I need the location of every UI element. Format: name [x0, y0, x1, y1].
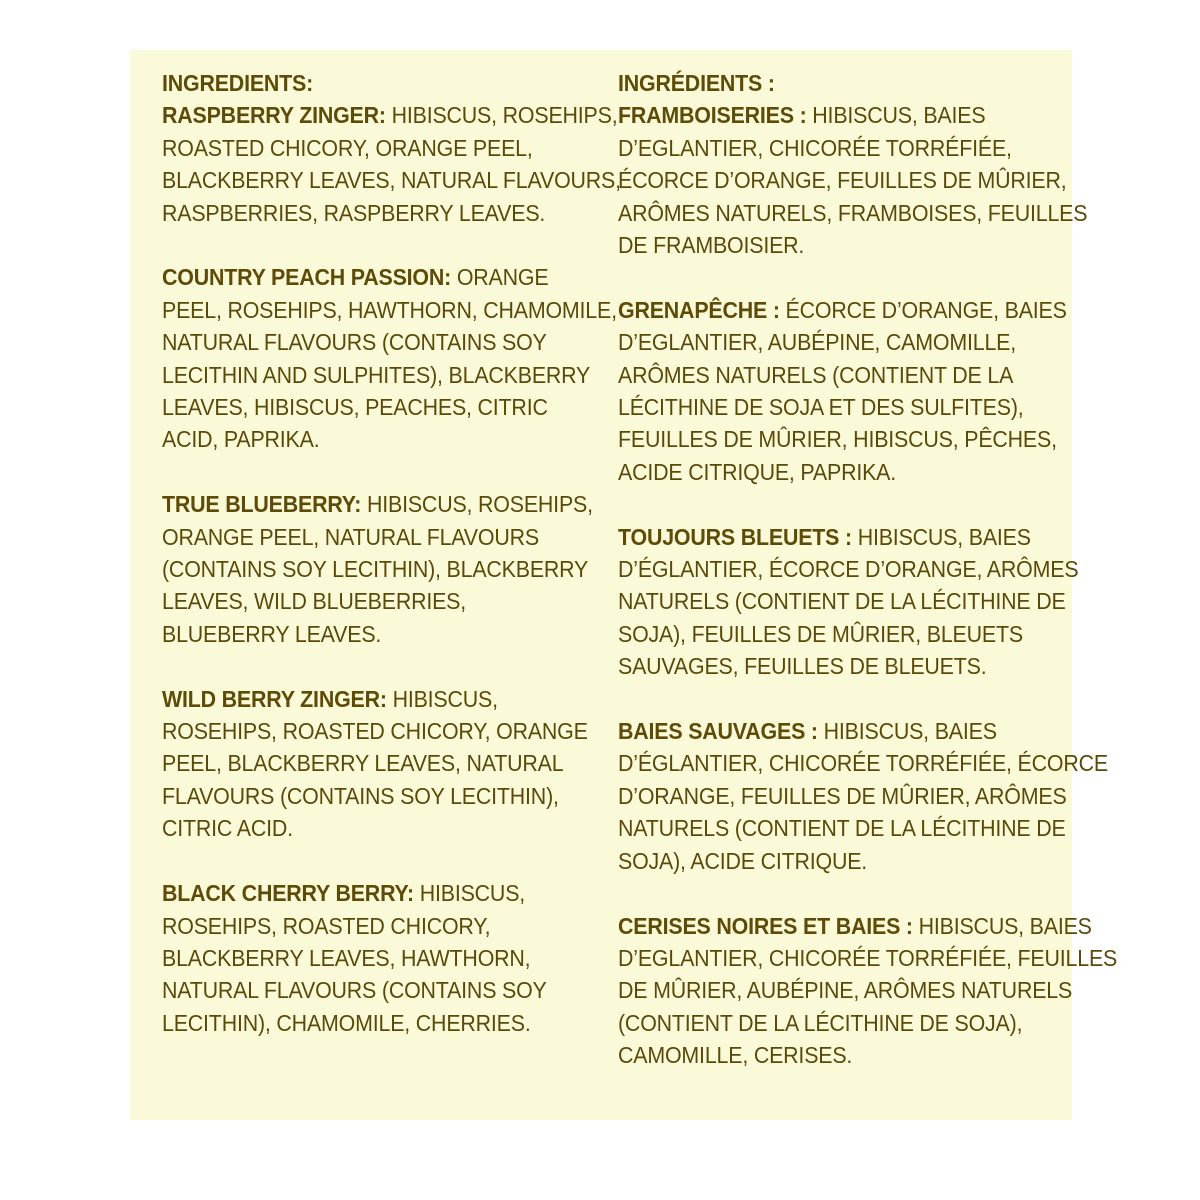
ingredient-text: LECITHIN), CHAMOMILE, CHERRIES. — [162, 1009, 531, 1036]
ingredient-text: PEEL, BLACKBERRY LEAVES, NATURAL — [162, 750, 564, 777]
ingredient-text: D’ORANGE, FEUILLES DE MÛRIER, ARÔMES — [618, 782, 1067, 809]
product-name: COUNTRY PEACH PASSION: — [162, 264, 452, 291]
ingredient-text: PEEL, ROSEHIPS, HAWTHORN, CHAMOMILE, — [162, 296, 617, 323]
ingredient-text: ÉCORCE D’ORANGE, BAIES — [779, 296, 1067, 323]
ingredient-text: D’EGLANTIER, AUBÉPINE, CAMOMILLE, — [618, 329, 1016, 356]
ingredient-text: ACID, PAPRIKA. — [162, 426, 320, 453]
ingredient-block — [618, 99, 1088, 261]
ingredient-text: ACIDE CITRIQUE, PAPRIKA. — [618, 458, 897, 485]
ingredient-text: ROASTED CHICORY, ORANGE PEEL, — [162, 134, 533, 161]
ingredient-text: HIBISCUS, BAIES — [806, 102, 986, 129]
ingredient-text: HIBISCUS, — [413, 880, 526, 907]
ingredient-text: HIBISCUS, — [386, 685, 498, 712]
ingredient-text: FEUILLES DE MÛRIER, HIBISCUS, PÊCHES, — [618, 426, 1057, 453]
ingredient-text: HIBISCUS, ROSEHIPS, — [361, 491, 593, 518]
ingredient-text: NATURELS (CONTIENT DE LA LÉCITHINE DE — [618, 588, 1066, 615]
ingredient-text: D’EGLANTIER, CHICORÉE TORRÉFIÉE, — [618, 134, 1012, 161]
product-name: WILD BERRY ZINGER: — [162, 685, 387, 712]
ingredient-text: HIBISCUS, BAIES — [912, 912, 1092, 939]
ingredient-text: CITRIC ACID. — [162, 815, 293, 842]
ingredient-text: DE MÛRIER, AUBÉPINE, ARÔMES NATURELS — [618, 977, 1073, 1004]
product-name: RASPBERRY ZINGER: — [162, 102, 386, 129]
french-heading: INGRÉDIENTS : — [618, 70, 775, 96]
ingredient-text: ORANGE — [451, 264, 549, 291]
ingredient-block — [162, 261, 617, 455]
ingredient-text: BLUEBERRY LEAVES. — [162, 620, 382, 647]
ingredient-text: HIBISCUS, BAIES — [851, 523, 1031, 550]
french-column — [618, 67, 1118, 1104]
ingredient-block — [618, 715, 1108, 877]
product-name: FRAMBOISERIES : — [618, 102, 807, 129]
ingredient-text: NATURAL FLAVOURS (CONTAINS SOY — [162, 329, 547, 356]
ingredient-text: LEAVES, WILD BLUEBERRIES, — [162, 588, 467, 615]
ingredient-text: SOJA), ACIDE CITRIQUE. — [618, 847, 868, 874]
ingredient-text: LEAVES, HIBISCUS, PEACHES, CITRIC — [162, 394, 548, 421]
ingredient-text: ROSEHIPS, ROASTED CHICORY, ORANGE — [162, 718, 588, 745]
ingredient-text: LECITHIN AND SULPHITES), BLACKBERRY — [162, 361, 591, 388]
product-name: GRENAPÊCHE : — [618, 296, 780, 323]
product-name: BLACK CHERRY BERRY: — [162, 880, 414, 907]
ingredient-text: NATURELS (CONTIENT DE LA LÉCITHINE DE — [618, 815, 1066, 842]
ingredient-text: ROSEHIPS, ROASTED CHICORY, — [162, 912, 491, 939]
ingredient-text: NATURAL FLAVOURS (CONTAINS SOY — [162, 977, 547, 1004]
ingredient-text: HIBISCUS, ROSEHIPS, — [385, 102, 618, 129]
product-name: BAIES SAUVAGES : — [618, 718, 818, 745]
ingredients-label-panel — [130, 50, 1118, 1120]
ingredient-block — [618, 294, 1067, 488]
ingredient-text: (CONTIENT DE LA LÉCITHINE DE SOJA), — [618, 1009, 1023, 1036]
ingredient-text: BLACKBERRY LEAVES, NATURAL FLAVOURS, — [162, 167, 621, 194]
ingredient-text: DE FRAMBOISIER. — [618, 232, 805, 259]
ingredient-text: LÉCITHINE DE SOJA ET DES SULFITES), — [618, 394, 1024, 421]
ingredient-text: (CONTAINS SOY LECITHIN), BLACKBERRY — [162, 556, 589, 583]
ingredient-text: RASPBERRIES, RASPBERRY LEAVES. — [162, 199, 546, 226]
ingredient-text: CAMOMILLE, CERISES. — [618, 1042, 853, 1069]
english-column — [162, 67, 621, 1072]
ingredient-block — [162, 488, 593, 650]
ingredient-block — [162, 683, 588, 845]
ingredient-text: ÉCORCE D’ORANGE, FEUILLES DE MÛRIER, — [618, 167, 1067, 194]
product-name: CERISES NOIRES ET BAIES : — [618, 912, 913, 939]
product-name: TOUJOURS BLEUETS : — [618, 523, 852, 550]
english-heading: INGREDIENTS: — [162, 70, 314, 96]
ingredient-text: ARÔMES NATURELS, FRAMBOISES, FEUILLES — [618, 199, 1088, 226]
ingredient-text: D’ÉGLANTIER, ÉCORCE D’ORANGE, ARÔMES — [618, 556, 1079, 583]
ingredient-text: ORANGE PEEL, NATURAL FLAVOURS — [162, 523, 539, 550]
ingredient-text: D’ÉGLANTIER, CHICORÉE TORRÉFIÉE, ÉCORCE — [618, 750, 1108, 777]
ingredient-block — [162, 99, 621, 229]
ingredient-text: D’EGLANTIER, CHICORÉE TORRÉFIÉE, FEUILLES — [618, 944, 1118, 971]
ingredient-block — [618, 521, 1079, 683]
ingredient-text: ARÔMES NATURELS (CONTIENT DE LA — [618, 361, 1014, 388]
ingredient-text: SAUVAGES, FEUILLES DE BLEUETS. — [618, 653, 987, 680]
ingredient-text: SOJA), FEUILLES DE MÛRIER, BLEUETS — [618, 620, 1023, 647]
product-name: TRUE BLUEBERRY: — [162, 491, 362, 518]
ingredient-block — [618, 910, 1118, 1072]
ingredient-text: HIBISCUS, BAIES — [817, 718, 997, 745]
ingredient-block — [162, 877, 571, 1039]
ingredient-text: BLACKBERRY LEAVES, HAWTHORN, — [162, 944, 531, 971]
ingredient-text: FLAVOURS (CONTAINS SOY LECITHIN), — [162, 782, 559, 809]
